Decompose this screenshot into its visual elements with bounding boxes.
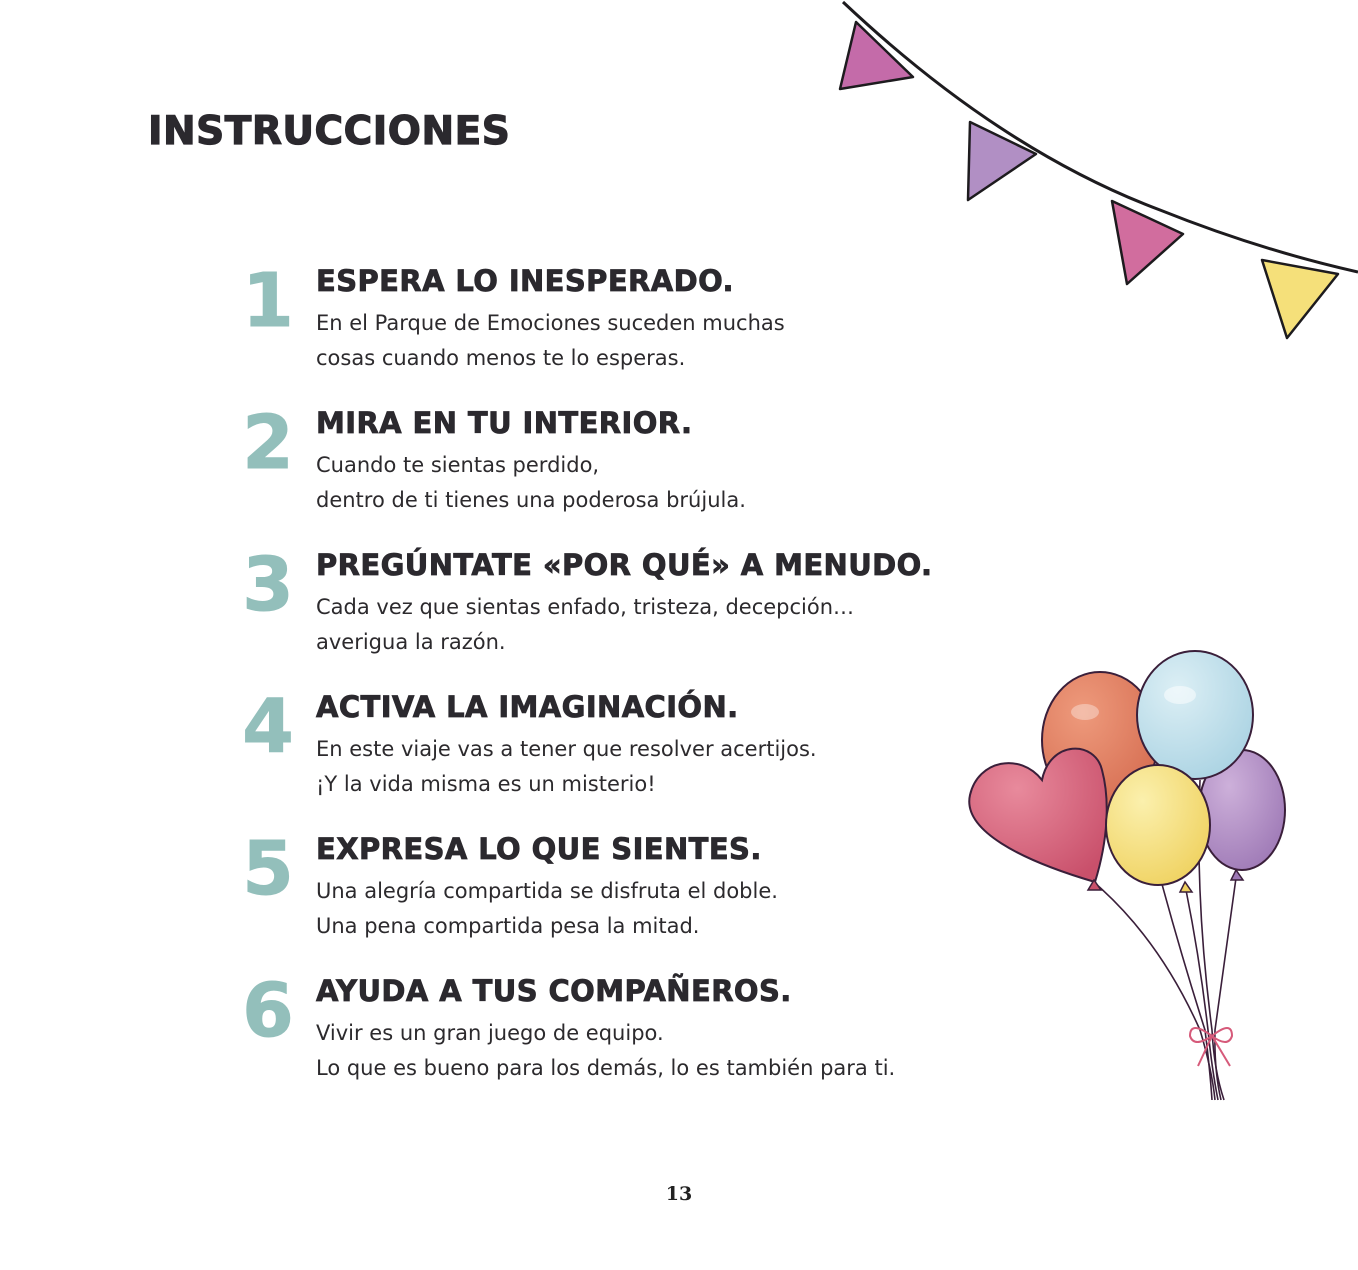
step-number: 2 [242,400,294,486]
step-text-line: Lo que es bueno para los demás, lo es también para ti. [316,1056,896,1080]
step-text [316,448,746,518]
balloon-purple-knot [1231,870,1243,880]
step-text [316,1016,895,1086]
balloon-heart [969,749,1106,882]
step-text-line: Una alegría compartida se disfruta el doble. [316,879,778,903]
step-text-line: Cada vez que sientas enfado, tristeza, decepción… [316,595,855,619]
instructions-list [240,258,1000,1114]
bunting-flag-4 [1262,260,1338,338]
step-text [316,306,785,376]
step-text-line: Cuando te sientas perdido, [316,453,600,477]
step-text-line: En este viaje vas a tener que resolver acertijos. [316,737,817,761]
step-heading: MIRA EN TU INTERIOR. [316,406,693,440]
step-number: 6 [242,968,294,1054]
instruction-item [240,258,1000,404]
page-title: INSTRUCCIONES [148,109,511,154]
step-heading: PREGÚNTATE «POR QUÉ» A MENUDO. [316,548,933,582]
step-text-line: cosas cuando menos te lo esperas. [316,346,686,370]
instruction-item [240,968,1000,1114]
balloon-yellow [1106,765,1210,885]
step-number: 3 [242,542,294,628]
instruction-item [240,400,1000,546]
bunting-flag-2 [968,122,1036,200]
balloon-highlight [1164,686,1196,704]
step-heading: AYUDA A TUS COMPAÑEROS. [316,974,792,1008]
instruction-item [240,684,1000,830]
step-heading: EXPRESA LO QUE SIENTES. [316,832,762,866]
bunting-string [843,2,1358,272]
step-text [316,874,778,944]
page-number: 13 [665,1183,693,1205]
instruction-item [240,826,1000,972]
step-number: 1 [242,258,294,344]
step-text [316,590,854,660]
step-text-line: averigua la razón. [316,630,506,654]
instruction-item [240,542,1000,688]
step-text-line: Una pena compartida pesa la mitad. [316,914,700,938]
step-text-line: En el Parque de Emociones suceden muchas [316,311,785,335]
step-text-line: Vivir es un gran juego de equipo. [316,1021,664,1045]
step-number: 5 [242,826,294,912]
step-text-line: ¡Y la vida misma es un misterio! [316,772,656,796]
step-number: 4 [242,684,294,770]
balloon-blue [1137,651,1253,779]
balloon-highlight [1071,704,1099,720]
step-text-line: dentro de ti tienes una poderosa brújula. [316,488,746,512]
balloon-yellow-knot [1180,882,1192,892]
balloons-illustration [960,640,1300,1110]
step-text [316,732,817,802]
step-heading: ACTIVA LA IMAGINACIÓN. [316,690,739,724]
step-heading: ESPERA LO INESPERADO. [316,264,734,298]
